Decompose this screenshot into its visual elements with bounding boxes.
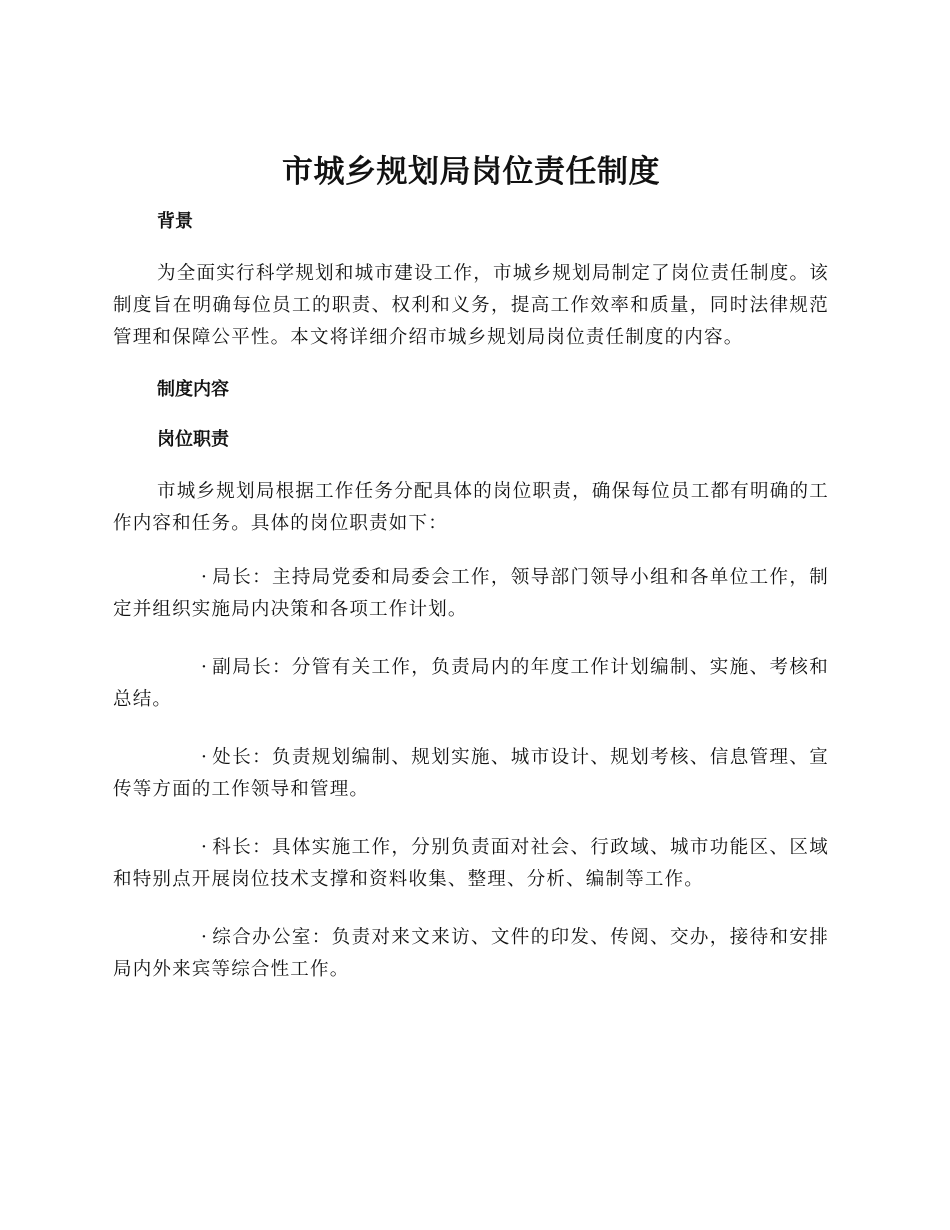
bullet-text: 副局长：分管有关工作，负责局内的年度工作计划编制、实施、考核和总结。: [113, 657, 829, 710]
bullet-item-director: [113, 562, 829, 626]
background-paragraph: 为全面实行科学规划和城市建设工作，市城乡规划局制定了岗位责任制度。该制度旨在明确每位员工的职责、权利和义务，提高工作效率和质量，同时法律规范管理和保障公平性。本文将详细介绍市城乡规划局岗位责任制度的内容。: [113, 263, 829, 348]
bullet-dot-icon: ·: [201, 657, 209, 678]
document-page: [113, 150, 829, 986]
bullet-text: 处长：负责规划编制、规划实施、城市设计、规划考核、信息管理、宣传等方面的工作领导和管理。: [113, 747, 829, 800]
duty-heading: 岗位职责: [157, 429, 229, 450]
bullet-text: 综合办公室：负责对来文来访、文件的印发、传阅、交办，接待和安排局内外来宾等综合性工作。: [113, 927, 829, 980]
bullet-item-division-chief: [113, 742, 829, 806]
bullet-dot-icon: ·: [201, 837, 209, 858]
bullet-item-general-office: [113, 922, 829, 986]
bullet-item-section-chief: [113, 832, 829, 896]
bullet-dot-icon: ·: [201, 567, 209, 588]
bullet-text: 科长：具体实施工作，分别负责面对社会、行政域、城市功能区、区域和特别点开展岗位技术支撑和资料收集、整理、分析、编制等工作。: [113, 837, 829, 890]
content-heading: 制度内容: [157, 379, 229, 400]
bullet-dot-icon: ·: [201, 747, 209, 768]
duty-intro-paragraph: 市城乡规划局根据工作任务分配具体的岗位职责，确保每位员工都有明确的工作内容和任务。具体的岗位职责如下：: [113, 481, 829, 534]
document-title: 市城乡规划局岗位责任制度: [282, 154, 660, 190]
bullet-dot-icon: ·: [201, 927, 209, 948]
bullet-text: 局长：主持局党委和局委会工作，领导部门领导小组和各单位工作，制定并组织实施局内决策和各项工作计划。: [113, 567, 829, 620]
bullet-item-deputy-director: [113, 652, 829, 716]
background-heading: 背景: [157, 211, 193, 232]
